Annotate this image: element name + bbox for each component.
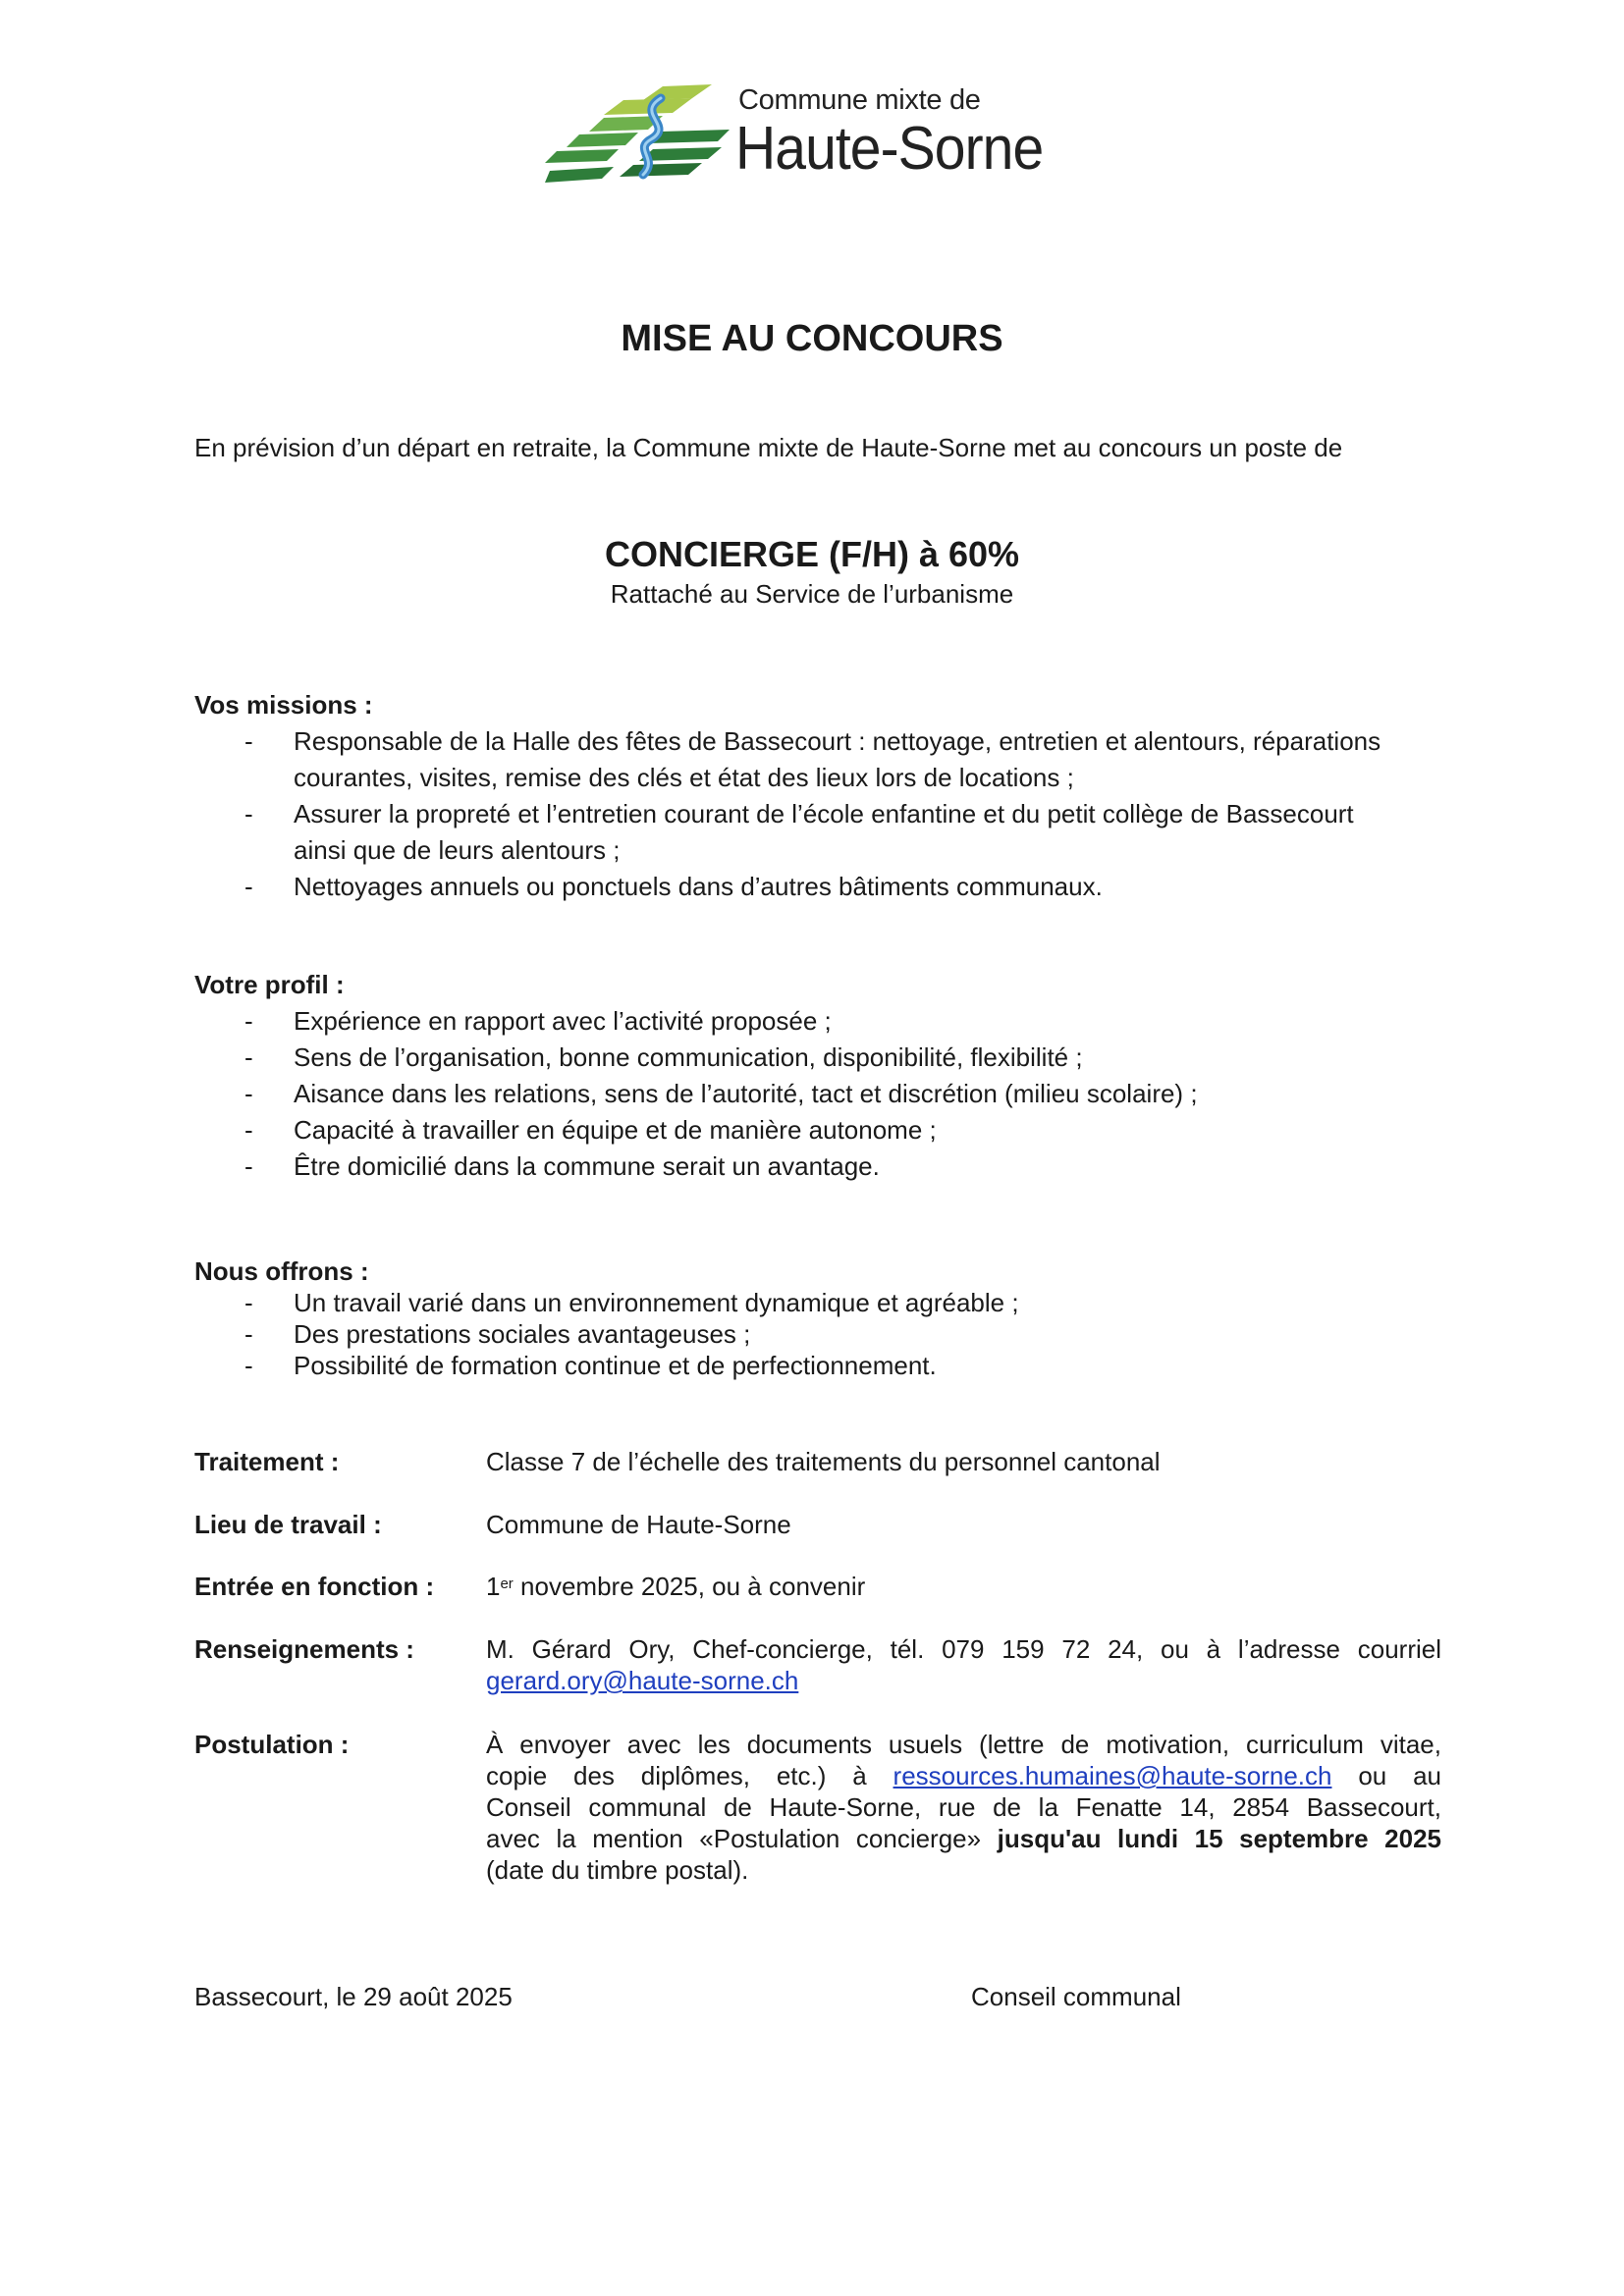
profil-list (194, 1003, 1441, 1185)
postulation-line: À envoyer avec les documents usuels (lettre de motivation, curriculum vitae, (486, 1730, 1441, 1759)
list-item: - Capacité à travailler en équipe et de manière autonome ; (194, 1112, 1441, 1148)
signature: Conseil communal (971, 1982, 1181, 2011)
list-item: - Des prestations sociales avantageuses ; (194, 1318, 1441, 1350)
traitement-label: Traitement : (194, 1447, 340, 1476)
list-item: - Aisance dans les relations, sens de l’autorité, tact et discrétion (milieu scolaire) ; (194, 1076, 1441, 1112)
profil-heading: Votre profil : (194, 970, 345, 999)
list-item-line: Assurer la propreté et l’entretien courant de l’école enfantine et du petit collège de Bassecourt (294, 799, 1354, 828)
postulation-label: Postulation : (194, 1730, 350, 1759)
logo-line2: Haute-Sorne (735, 115, 1044, 183)
lieu-value: Commune de Haute-Sorne (486, 1510, 791, 1539)
list-item-line: courantes, visites, remise des clés et état des lieux lors de locations ; (294, 763, 1074, 792)
postulation-text: ou au (1331, 1761, 1441, 1790)
offres-heading: Nous offrons : (194, 1256, 369, 1286)
logo-line1: Commune mixte de (738, 84, 981, 116)
missions-list (194, 723, 1441, 905)
entree-value (486, 1571, 1441, 1602)
list-item: - Expérience en rapport avec l’activité proposée ; (194, 1003, 1441, 1040)
deadline-text: jusqu'au lundi 15 septembre 2025 (997, 1824, 1441, 1853)
hr-email-link[interactable]: ressources.humaines@haute-sorne.ch (893, 1761, 1332, 1790)
postulation-line: (date du timbre postal). (486, 1855, 749, 1885)
missions-heading: Vos missions : (194, 690, 373, 720)
entree-day-suffix: er (500, 1575, 514, 1592)
list-item: - Sens de l’organisation, bonne communication, disponibilité, flexibilité ; (194, 1040, 1441, 1076)
postulation-line (486, 1760, 1441, 1791)
postulation-text: avec la mention «Postulation concierge» (486, 1824, 998, 1853)
haute-sorne-logo-icon (545, 80, 741, 188)
list-item: - Un travail varié dans un environnement dynamique et agréable ; (194, 1287, 1441, 1318)
place-date: Bassecourt, le 29 août 2025 (194, 1982, 513, 2011)
missions-section (194, 687, 1441, 905)
postulation-line (486, 1823, 1441, 1854)
list-item-line: ainsi que de leurs alentours ; (294, 835, 621, 865)
list-item (194, 869, 1441, 905)
postulation-line: Conseil communal de Haute-Sorne, rue de la Fenatte 14, 2854 Bassecourt, (486, 1792, 1441, 1822)
renseignements-value (486, 1633, 1441, 1696)
entree-day: 1 (486, 1572, 501, 1601)
postulation-text: copie des diplômes, etc.) à (486, 1761, 893, 1790)
list-item-line: Nettoyages annuels ou ponctuels dans d’autres bâtiments communaux. (294, 872, 1103, 901)
list-item (194, 796, 1441, 869)
traitement-value: Classe 7 de l’échelle des traitements du personnel cantonal (486, 1447, 1161, 1476)
lieu-label: Lieu de travail : (194, 1510, 382, 1539)
list-item-line: Responsable de la Halle des fêtes de Bassecourt : nettoyage, entretien et alentours, réparations (294, 726, 1381, 756)
logo (545, 80, 1075, 188)
intro-text: En prévision d’un départ en retraite, la Commune mixte de Haute-Sorne met au concours un poste de (194, 433, 1343, 462)
page-title: MISE AU CONCOURS (621, 318, 1003, 359)
profil-section (194, 967, 1441, 1185)
list-item: - Être domicilié dans la commune serait un avantage. (194, 1148, 1441, 1185)
entree-text: novembre 2025, ou à convenir (513, 1572, 866, 1601)
job-title: CONCIERGE (F/H) à 60% (604, 534, 1020, 574)
job-subtitle: Rattaché au Service de l’urbanisme (610, 579, 1014, 609)
list-item (194, 723, 1441, 796)
contact-email-link[interactable]: gerard.ory@haute-sorne.ch (486, 1666, 799, 1695)
postulation-value (486, 1729, 1441, 1886)
offres-list (194, 1287, 1441, 1381)
renseignements-text: M. Gérard Ory, Chef-concierge, tél. 079 159 72 24, ou à l’adresse courriel (486, 1634, 1441, 1664)
entree-label: Entrée en fonction : (194, 1572, 435, 1601)
list-item: - Possibilité de formation continue et de perfectionnement. (194, 1350, 1441, 1381)
renseignements-label: Renseignements : (194, 1634, 414, 1664)
offres-section (194, 1255, 1441, 1381)
